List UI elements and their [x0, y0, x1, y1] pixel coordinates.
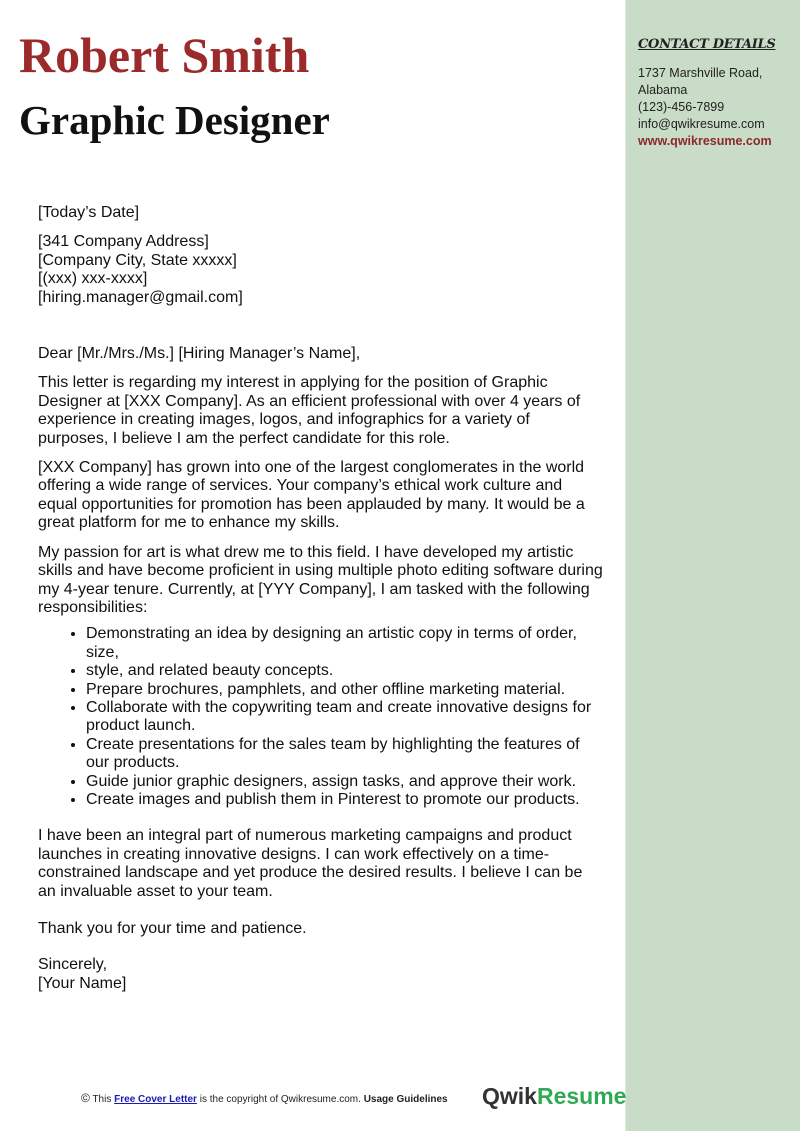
- recipient-block: [38, 233, 604, 307]
- applicant-name: Robert Smith: [19, 27, 310, 83]
- paragraph: My passion for art is what drew me to this field. I have developed my artistic skills and have become proficient in using multiple photo editing software during my 4-year tenure. Currently, at [YYY Company], I am tasked with the following responsibilities:: [38, 543, 603, 616]
- list-item: • Prepare brochures, pamphlets, and other offline marketing material.: [86, 681, 604, 699]
- recipient-city: [Company City, State xxxxx]: [38, 251, 237, 269]
- responsibilities-list: [38, 625, 604, 809]
- paragraph: This letter is regarding my interest in applying for the position of Graphic Designer at [XXX Company]. As an efficient professional with over 4 years of experience in creating images, logos, and infographics for a variety of purposes, I believe I am the perfect candidate for this role.: [38, 374, 581, 447]
- address-line-2: Alabama: [638, 83, 688, 97]
- qwikresume-logo: [482, 1083, 626, 1110]
- logo-part: Qwik: [482, 1083, 537, 1109]
- email: info@qwikresume.com: [638, 117, 765, 131]
- website-link[interactable]: www.qwikresume.com: [638, 134, 772, 148]
- list-item: • style, and related beauty concepts.: [86, 662, 604, 680]
- list-item: • Create images and publish them in Pinterest to promote our products.: [86, 791, 604, 809]
- contact-heading: CONTACT DETAILS: [638, 37, 776, 52]
- list-item: • Guide junior graphic designers, assign tasks, and approve their work.: [86, 773, 604, 791]
- recipient-address: [341 Company Address]: [38, 233, 209, 251]
- footer-copyright: [81, 1091, 448, 1105]
- address-line-1: 1737 Marshville Road,: [638, 66, 763, 80]
- signature: [Your Name]: [38, 974, 127, 992]
- free-cover-letter-link[interactable]: Free Cover Letter: [114, 1094, 197, 1105]
- copyright-icon: ©: [81, 1091, 90, 1105]
- contact-details: [638, 65, 772, 150]
- recipient-email: [hiring.manager@gmail.com]: [38, 288, 243, 306]
- salutation: Dear [Mr./Mrs./Ms.] [Hiring Manager’s Name],: [38, 345, 361, 363]
- phone: (123)-456-7899: [638, 100, 725, 114]
- thanks: Thank you for your time and patience.: [38, 920, 307, 937]
- contact-sidebar: [625, 0, 800, 1131]
- job-title: Graphic Designer: [19, 97, 330, 143]
- letter-body: [38, 204, 604, 1004]
- footer-text: This: [92, 1094, 112, 1105]
- logo-part: Resume: [536, 1083, 627, 1109]
- signoff-block: [38, 956, 604, 993]
- recipient-phone: [(xxx) xxx-xxxx]: [38, 270, 148, 288]
- signoff: Sincerely,: [38, 956, 108, 974]
- date: [Today’s Date]: [38, 204, 140, 221]
- footer-text: is the copyright of Qwikresume.com.: [199, 1094, 361, 1105]
- paragraph: [XXX Company] has grown into one of the largest conglomerates in the world offering a wide range of services. Your company’s ethical work culture and equal opportunities for promotion has been applauded by many. It would be a great platform for me to enhance my skills.: [38, 459, 585, 532]
- list-item: • Create presentations for the sales team by highlighting the features of our products.: [86, 736, 604, 773]
- list-item: • Demonstrating an idea by designing an artistic copy in terms of order, size,: [86, 625, 604, 662]
- usage-guidelines-link[interactable]: Usage Guidelines: [363, 1094, 448, 1105]
- paragraph: I have been an integral part of numerous marketing campaigns and product launches in creating innovative designs. I can work effectively on a time-constrained landscape and yet produce the desired results. I believe I can be an invaluable asset to your team.: [38, 827, 583, 900]
- list-item: • Collaborate with the copywriting team and create innovative designs for product launch.: [86, 699, 604, 736]
